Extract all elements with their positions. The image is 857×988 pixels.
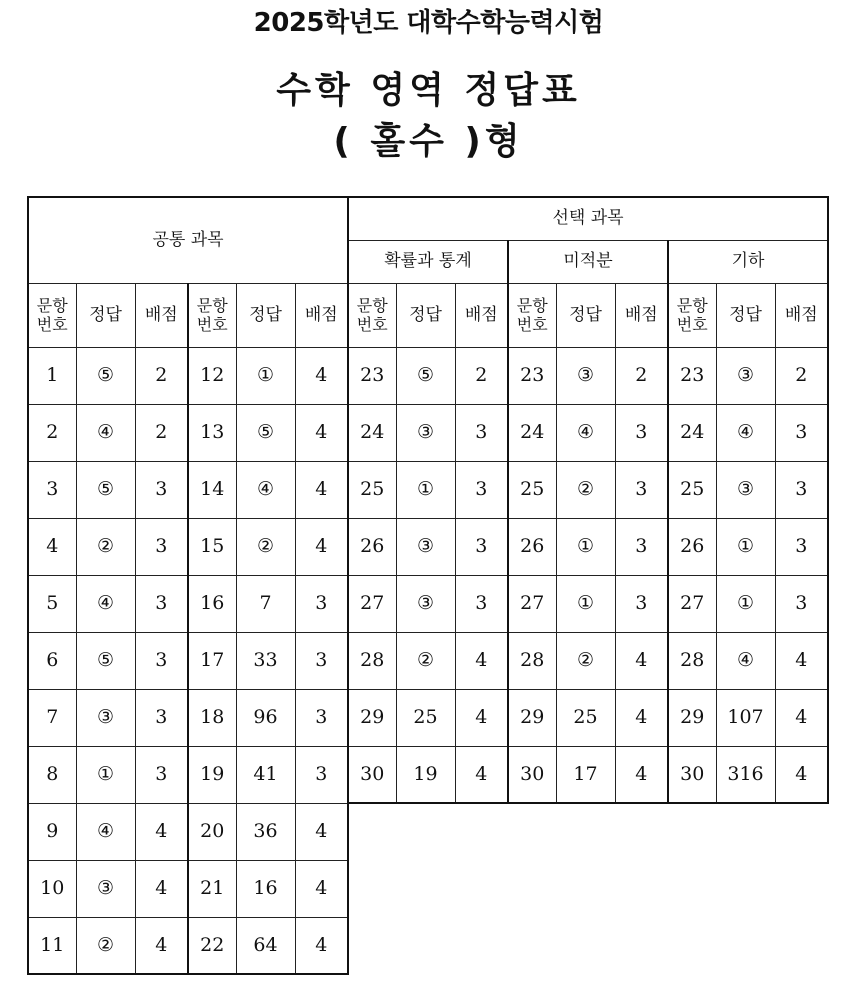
score-cell: 3 [295, 632, 348, 689]
question-number: 27 [348, 575, 396, 632]
col-header-number: 문항 번호 [508, 283, 556, 347]
question-number: 25 [348, 461, 396, 518]
score-cell: 3 [295, 689, 348, 746]
score-cell: 4 [615, 746, 668, 803]
answer-cell: ③ [716, 347, 775, 404]
answer-cell: ⑤ [236, 404, 295, 461]
answer-cell: 25 [556, 689, 615, 746]
question-number: 22 [188, 917, 236, 974]
answer-cell: 36 [236, 803, 295, 860]
table-row [348, 404, 828, 461]
common-subject-table [27, 196, 349, 975]
col-header-number: 문항 번호 [348, 283, 396, 347]
table-row [28, 404, 348, 461]
answer-cell: 17 [556, 746, 615, 803]
answer-cell: ④ [76, 404, 135, 461]
subject-calculus: 미적분 [508, 240, 668, 283]
table-row [28, 575, 348, 632]
col-header-answer: 정답 [396, 283, 455, 347]
answer-cell: ⑤ [396, 347, 455, 404]
score-cell: 3 [295, 575, 348, 632]
answer-cell: 16 [236, 860, 295, 917]
exam-type: ( 홀수 )형 [333, 121, 524, 162]
answer-cell: 25 [396, 689, 455, 746]
answer-cell: 107 [716, 689, 775, 746]
question-number: 27 [508, 575, 556, 632]
question-number: 25 [508, 461, 556, 518]
answer-cell: ④ [556, 404, 615, 461]
answer-cell: ③ [396, 404, 455, 461]
question-number: 29 [668, 689, 716, 746]
score-cell: 4 [615, 632, 668, 689]
answer-cell: ③ [76, 689, 135, 746]
question-number: 4 [28, 518, 76, 575]
score-cell: 2 [135, 404, 188, 461]
question-number: 30 [668, 746, 716, 803]
answer-cell: ③ [396, 575, 455, 632]
question-number: 19 [188, 746, 236, 803]
score-cell: 3 [135, 689, 188, 746]
answer-sheet-title: 수학 영역 정답표 [276, 70, 581, 111]
score-cell: 3 [775, 404, 828, 461]
answer-cell: ② [396, 632, 455, 689]
table-row [348, 632, 828, 689]
answer-cell: 96 [236, 689, 295, 746]
answer-cell: ③ [396, 518, 455, 575]
answer-cell: ⑤ [76, 632, 135, 689]
question-number: 14 [188, 461, 236, 518]
score-cell: 3 [775, 518, 828, 575]
answer-cell: 19 [396, 746, 455, 803]
elective-subject-header: 선택 과목 [348, 197, 828, 240]
score-cell: 4 [135, 860, 188, 917]
answer-cell: ③ [716, 461, 775, 518]
question-number: 25 [668, 461, 716, 518]
score-cell: 4 [295, 917, 348, 974]
score-cell: 2 [135, 347, 188, 404]
score-cell: 4 [775, 689, 828, 746]
table-row [28, 917, 348, 974]
score-cell: 4 [295, 461, 348, 518]
question-number: 15 [188, 518, 236, 575]
answer-cell: ② [76, 917, 135, 974]
question-number: 23 [508, 347, 556, 404]
question-number: 2 [28, 404, 76, 461]
question-number: 5 [28, 575, 76, 632]
col-header-number: 문항 번호 [188, 283, 236, 347]
exam-title: 2025학년도 대학수학능력시험 [253, 8, 604, 38]
answer-cell: ① [716, 575, 775, 632]
score-cell: 3 [455, 461, 508, 518]
table-row [348, 689, 828, 746]
elective-subject-table [347, 196, 829, 804]
question-number: 8 [28, 746, 76, 803]
answer-cell: 41 [236, 746, 295, 803]
col-header-score: 배점 [135, 283, 188, 347]
score-cell: 3 [615, 518, 668, 575]
question-number: 17 [188, 632, 236, 689]
table-row [348, 746, 828, 803]
answer-cell: ① [76, 746, 135, 803]
answer-cell: ② [556, 632, 615, 689]
score-cell: 4 [455, 632, 508, 689]
question-number: 26 [668, 518, 716, 575]
score-cell: 4 [295, 404, 348, 461]
question-number: 21 [188, 860, 236, 917]
question-number: 24 [508, 404, 556, 461]
question-number: 20 [188, 803, 236, 860]
answer-cell: ① [556, 518, 615, 575]
question-number: 11 [28, 917, 76, 974]
question-number: 26 [348, 518, 396, 575]
col-header-answer: 정답 [716, 283, 775, 347]
question-number: 30 [348, 746, 396, 803]
subject-geometry: 기하 [668, 240, 828, 283]
col-header-number: 문항 번호 [668, 283, 716, 347]
question-number: 28 [348, 632, 396, 689]
table-row [28, 803, 348, 860]
question-number: 6 [28, 632, 76, 689]
answer-cell: 64 [236, 917, 295, 974]
question-number: 1 [28, 347, 76, 404]
question-number: 29 [348, 689, 396, 746]
score-cell: 4 [295, 347, 348, 404]
answer-cell: 7 [236, 575, 295, 632]
score-cell: 3 [135, 518, 188, 575]
question-number: 12 [188, 347, 236, 404]
answer-cell: 316 [716, 746, 775, 803]
col-header-score: 배점 [455, 283, 508, 347]
col-header-score: 배점 [295, 283, 348, 347]
question-number: 23 [668, 347, 716, 404]
score-cell: 4 [455, 689, 508, 746]
score-cell: 2 [615, 347, 668, 404]
question-number: 16 [188, 575, 236, 632]
score-cell: 3 [455, 404, 508, 461]
score-cell: 3 [775, 461, 828, 518]
table-row [28, 860, 348, 917]
answer-cell: ④ [236, 461, 295, 518]
table-row [348, 575, 828, 632]
answer-cell: ① [556, 575, 615, 632]
score-cell: 3 [615, 575, 668, 632]
score-cell: 4 [135, 917, 188, 974]
score-cell: 3 [455, 575, 508, 632]
table-row [28, 746, 348, 803]
score-cell: 3 [135, 461, 188, 518]
question-number: 10 [28, 860, 76, 917]
score-cell: 4 [775, 746, 828, 803]
table-row [348, 461, 828, 518]
answer-cell: ④ [716, 632, 775, 689]
score-cell: 2 [775, 347, 828, 404]
col-header-answer: 정답 [236, 283, 295, 347]
col-header-score: 배점 [615, 283, 668, 347]
answer-cell: ② [556, 461, 615, 518]
answer-cell: ④ [76, 575, 135, 632]
question-number: 26 [508, 518, 556, 575]
question-number: 3 [28, 461, 76, 518]
score-cell: 4 [295, 518, 348, 575]
answer-cell: ② [76, 518, 135, 575]
score-cell: 4 [135, 803, 188, 860]
score-cell: 4 [615, 689, 668, 746]
table-row [28, 518, 348, 575]
col-header-answer: 정답 [76, 283, 135, 347]
question-number: 27 [668, 575, 716, 632]
question-number: 7 [28, 689, 76, 746]
question-number: 18 [188, 689, 236, 746]
question-number: 30 [508, 746, 556, 803]
score-cell: 3 [135, 575, 188, 632]
common-subject-header: 공통 과목 [28, 197, 348, 283]
answer-cell: ④ [716, 404, 775, 461]
score-cell: 3 [775, 575, 828, 632]
table-row [28, 689, 348, 746]
score-cell: 4 [455, 746, 508, 803]
table-row [28, 632, 348, 689]
question-number: 9 [28, 803, 76, 860]
table-row [348, 518, 828, 575]
question-number: 24 [348, 404, 396, 461]
score-cell: 4 [295, 860, 348, 917]
col-header-answer: 정답 [556, 283, 615, 347]
answer-cell: ③ [556, 347, 615, 404]
score-cell: 3 [615, 461, 668, 518]
col-header-score: 배점 [775, 283, 828, 347]
answer-cell: ① [396, 461, 455, 518]
table-row [28, 347, 348, 404]
question-number: 13 [188, 404, 236, 461]
answer-cell: ⑤ [76, 347, 135, 404]
answer-cell: ⑤ [76, 461, 135, 518]
question-number: 28 [508, 632, 556, 689]
answer-cell: ② [236, 518, 295, 575]
score-cell: 3 [135, 632, 188, 689]
question-number: 23 [348, 347, 396, 404]
answer-cell: ④ [76, 803, 135, 860]
col-header-number: 문항 번호 [28, 283, 76, 347]
answer-cell: 33 [236, 632, 295, 689]
score-cell: 3 [455, 518, 508, 575]
answer-cell: ① [236, 347, 295, 404]
subject-probability-statistics: 확률과 통계 [348, 240, 508, 283]
question-number: 29 [508, 689, 556, 746]
table-row [28, 461, 348, 518]
answer-cell: ③ [76, 860, 135, 917]
score-cell: 4 [775, 632, 828, 689]
table-row [348, 347, 828, 404]
score-cell: 3 [615, 404, 668, 461]
answer-cell: ① [716, 518, 775, 575]
score-cell: 2 [455, 347, 508, 404]
question-number: 24 [668, 404, 716, 461]
question-number: 28 [668, 632, 716, 689]
score-cell: 4 [295, 803, 348, 860]
score-cell: 3 [295, 746, 348, 803]
score-cell: 3 [135, 746, 188, 803]
